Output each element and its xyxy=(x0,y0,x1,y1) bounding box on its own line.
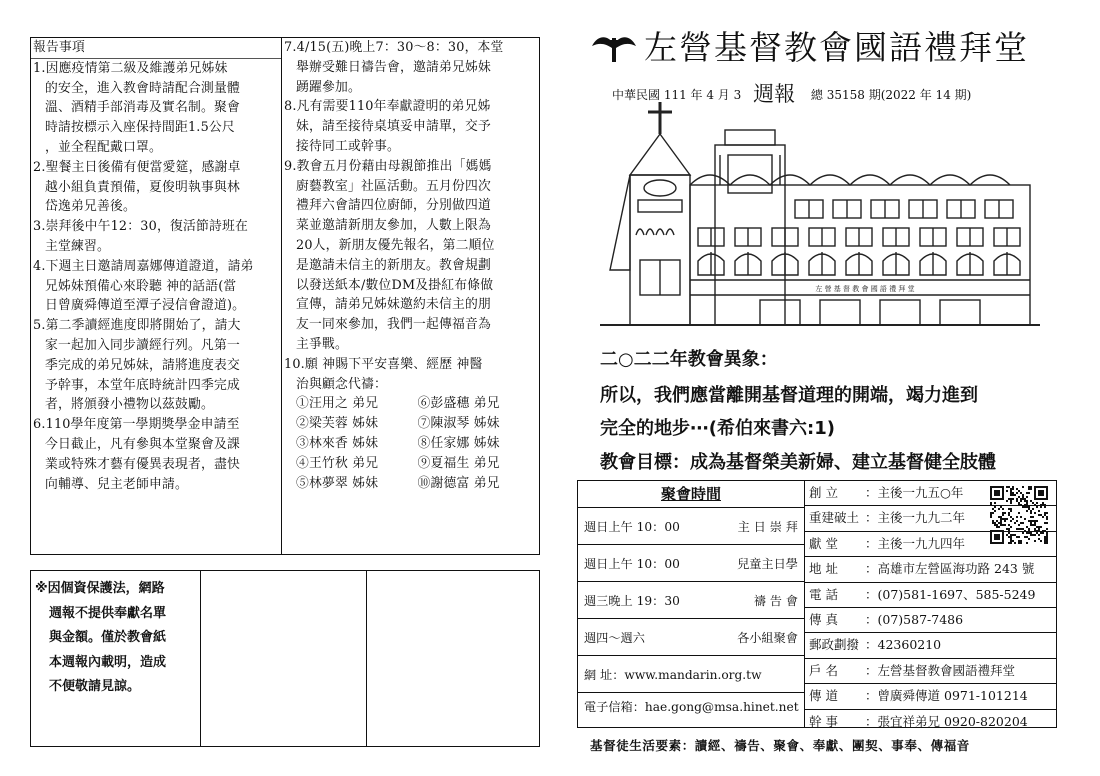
church-info-label: 重建破土 xyxy=(809,510,860,526)
church-info-row xyxy=(805,557,1056,582)
website-row: 網 址：www.mandarin.org.tw xyxy=(578,655,804,692)
announcement-line: 季完成的弟兄姊妹，請將進度表交 xyxy=(45,357,240,373)
church-info-value: 高雄市左營區海功路 243 號 xyxy=(877,561,1035,577)
church-info-row xyxy=(805,633,1056,658)
church-info-row xyxy=(805,608,1056,633)
church-info-label: 郵政劃撥 xyxy=(809,637,860,653)
announcement-line: 5.第二季讀經進度即將開始了，請大 xyxy=(33,318,241,334)
date-roc: 中華民國 111 年 4 月 3 xyxy=(612,88,742,102)
announcement-line: 以發送紙本/數位DM及掛紅布條做 xyxy=(296,277,494,293)
vision-heading: 二○二二年教會異象： xyxy=(600,349,778,370)
announcement-line: 3.崇拜後中午12：30，復活節詩班在 xyxy=(33,219,248,235)
announcements-right-column xyxy=(282,38,539,554)
announcement-line: 1.因應疫情第二級及維護弟兄姊妹 xyxy=(33,60,228,76)
church-info-row xyxy=(805,684,1056,709)
announcement-line: 20人，新朋友優先報名，第二順位 xyxy=(296,237,495,253)
announcement-line: 宣傳，請弟兄姊妹邀約未信主的朋 xyxy=(296,297,491,313)
footer-motto: 基督徒生活要素：讀經、禱告、聚會、奉獻、團契、事奉、傳福音 xyxy=(590,738,970,753)
prayer-names-row xyxy=(282,394,539,414)
announcement-line: 向輔導、兒主老師申請。 xyxy=(45,476,188,492)
building-sign: 左 營 基 督 教 會 國 語 禮 拜 堂 xyxy=(815,285,915,293)
prayer-name: ⑤林夢翠 姊妹 xyxy=(296,475,379,491)
church-info-row xyxy=(805,659,1056,684)
announcement-line: 舉辦受難日禱告會，邀請弟兄姊妹 xyxy=(296,59,491,75)
email-row: 電子信箱：hae.gong@msa.hinet.net xyxy=(578,692,804,719)
church-building-illustration xyxy=(600,100,1040,335)
meeting-name: 各小組聚會 xyxy=(737,630,798,645)
meeting-time: 週日上午 10：00 xyxy=(584,519,680,534)
church-info-value: 主後一九九四年 xyxy=(877,535,966,551)
meeting-name: 禱 告 會 xyxy=(753,593,798,608)
church-goal: 教會目標：成為基督榮美新婦、建立基督健全肢體 xyxy=(600,452,996,473)
church-info-label: 創 立 xyxy=(809,485,838,500)
announcement-line: 7.4/15(五)晚上7：30～8：30，本堂 xyxy=(284,40,504,55)
prayer-names-row xyxy=(282,454,539,474)
announcement-line: 是邀請未信主的新朋友。教會規劃 xyxy=(296,257,491,273)
church-info-label: 地 址 xyxy=(809,561,838,577)
announcement-line: 踴躍參加。 xyxy=(296,79,361,95)
colon: ： xyxy=(865,485,878,500)
announcement-line: 主堂練習。 xyxy=(45,238,110,254)
prayer-name: ⑥彭盛穗 弟兄 xyxy=(417,396,500,412)
meeting-row xyxy=(578,507,804,544)
announcement-line: 者，將頒發小禮物以茲鼓勵。 xyxy=(45,397,214,413)
colon: ： xyxy=(865,662,878,678)
announcements-left-column xyxy=(31,38,282,554)
church-info-value: 42360210 xyxy=(877,637,942,653)
announcement-line: 主爭戰。 xyxy=(296,336,348,352)
church-info-value: 左營基督教會國語禮拜堂 xyxy=(877,662,1016,678)
prayer-name: ⑦陳淑琴 姊妹 xyxy=(417,416,500,432)
church-info-value: (07)587-7486 xyxy=(877,611,964,627)
church-info-value: (07)581-1697、585-5249 xyxy=(877,586,1036,602)
issue-number: 總 35158 期(2022 年 14 期) xyxy=(810,88,972,102)
announcement-line: 治與顧念代禱： xyxy=(296,376,387,392)
prayer-name: ⑧任家娜 姊妹 xyxy=(417,435,500,451)
dateline xyxy=(612,76,1072,106)
meeting-time: 週日上午 10：00 xyxy=(584,556,680,571)
announcement-line: 9.教會五月份藉由母親節推出「媽媽 xyxy=(284,158,492,174)
church-info-value: 主後一九九二年 xyxy=(877,510,966,526)
meeting-row xyxy=(578,581,804,618)
church-info-label: 獻 堂 xyxy=(809,535,838,551)
colon: ： xyxy=(865,713,878,729)
announcements-heading: 報告事項 xyxy=(31,38,281,59)
meeting-row xyxy=(578,618,804,655)
announcement-line: ，並全程配戴口罩。 xyxy=(45,139,162,155)
prayer-name: ②梁芙蓉 姊妹 xyxy=(296,416,379,432)
announcement-line: 禮拜六會請四位廚師，分別做四道 xyxy=(296,198,491,214)
announcement-line: 的安全，進入教會時請配合測量體 xyxy=(45,80,240,96)
qr-code-icon xyxy=(990,485,1048,545)
prayer-names-row xyxy=(282,414,539,434)
announcement-line: 6.110學年度第一學期獎學金申請至 xyxy=(33,417,240,433)
privacy-note: ※因個資保護法，網路 週報不提供奉獻名單 與金額。僅於教會紙 本週報內載明，造成 不便敬請見諒。 xyxy=(31,571,201,746)
prayer-names-row xyxy=(282,434,539,454)
announcement-line: 越小組負責預備，夏俊明執事與林 xyxy=(45,179,240,195)
colon: ： xyxy=(865,688,878,704)
announcement-line: 岱逸弟兄善後。 xyxy=(45,199,136,215)
meeting-times xyxy=(578,481,805,727)
weekly-label: 週報 xyxy=(753,82,796,106)
announcement-line: 日曾廣舜傳道至潭子浸信會證道)。 xyxy=(45,298,246,314)
prayer-name: ④王竹秋 弟兄 xyxy=(296,455,379,471)
church-info-label: 戶 名 xyxy=(809,662,838,678)
church-info-label: 幹 事 xyxy=(809,713,838,729)
announcement-line: 妹，請至接待桌填妥申請單，交予 xyxy=(296,119,491,135)
church-info-row xyxy=(805,583,1056,608)
church-info-row xyxy=(805,710,1056,734)
colon: ： xyxy=(865,561,878,577)
announcement-line: 廚藝教室」社區活動。五月份四次 xyxy=(296,178,491,194)
meeting-name: 主 日 崇 拜 xyxy=(737,519,798,534)
meeting-times-title: 聚會時間 xyxy=(660,485,721,503)
announcements-box xyxy=(30,37,540,555)
announcement-line: 業或特殊才藝有優異表現者，盡快 xyxy=(45,456,240,472)
prayer-names-row xyxy=(282,474,539,494)
meeting-name: 兒童主日學 xyxy=(737,556,798,571)
announcement-line: 予幹事，本堂年底時統計四季完成 xyxy=(45,377,240,393)
privacy-box xyxy=(30,570,540,747)
church-info-value: 曾廣舜傳道 0971-101214 xyxy=(877,688,1028,704)
cross-dove-logo-icon xyxy=(590,28,638,64)
info-box xyxy=(577,480,1057,728)
church-info-label: 電 話 xyxy=(809,586,838,602)
church-info-value: 主後一九五○年 xyxy=(877,485,964,500)
meeting-row xyxy=(578,544,804,581)
announcement-line: 家一起加入同步讀經行列。凡第一 xyxy=(45,337,240,353)
colon: ： xyxy=(865,611,878,627)
colon: ： xyxy=(865,510,878,526)
prayer-name: ①汪用之 弟兄 xyxy=(296,396,379,412)
announcement-line: 時請按標示入座保持間距1.5公尺 xyxy=(45,120,235,136)
vision-verse-line1: 所以，我們應當離開基督道理的開端，竭力進到 xyxy=(600,385,978,406)
announcement-line: 菜並邀請新朋友參加，人數上限為 xyxy=(296,218,491,234)
announcement-line: 今日截止，凡有參與本堂聚會及課 xyxy=(45,436,240,452)
announcement-line: 溫、酒精手部消毒及實名制。聚會 xyxy=(45,100,240,116)
church-info-label: 傳 道 xyxy=(809,688,838,704)
privacy-blank-column xyxy=(202,571,367,746)
colon: ： xyxy=(865,586,878,602)
church-info-value: 張宜祥弟兄 0920-820204 xyxy=(877,713,1028,729)
prayer-name: ⑩謝德富 弟兄 xyxy=(417,475,500,491)
church-info xyxy=(805,481,1056,734)
announcement-line: 8.凡有需要110年奉獻證明的弟兄姊 xyxy=(284,99,491,115)
header xyxy=(590,22,1070,72)
colon: ： xyxy=(865,535,878,551)
prayer-name: ⑨夏福生 弟兄 xyxy=(417,455,500,471)
announcement-line: 接待同工或幹事。 xyxy=(296,138,400,154)
announcement-line: 兄姊妹預備心來聆聽 神的話語(當 xyxy=(45,278,237,294)
announcement-line: 10.願 神賜下平安喜樂、經歷 神醫 xyxy=(284,356,483,372)
vision-verse-line2: 完全的地步‧‧‧(希伯來書六:1) xyxy=(600,418,835,439)
meeting-time: 週三晚上 19：30 xyxy=(584,593,680,608)
prayer-name: ③林來香 姊妹 xyxy=(296,435,379,451)
church-info-label: 傳 真 xyxy=(809,611,838,627)
meeting-time: 週四～週六 xyxy=(584,630,645,645)
colon: ： xyxy=(865,637,878,653)
announcement-line: 友一同來參加，我們一起傳福音為 xyxy=(296,317,491,333)
announcement-line: 4.下週主日邀請周嘉娜傳道證道，請弟 xyxy=(33,258,254,274)
announcement-line: 2.聖餐主日後備有便當愛筵，感謝卓 xyxy=(33,159,241,175)
church-title: 左營基督教會國語禮拜堂 xyxy=(644,28,1029,67)
